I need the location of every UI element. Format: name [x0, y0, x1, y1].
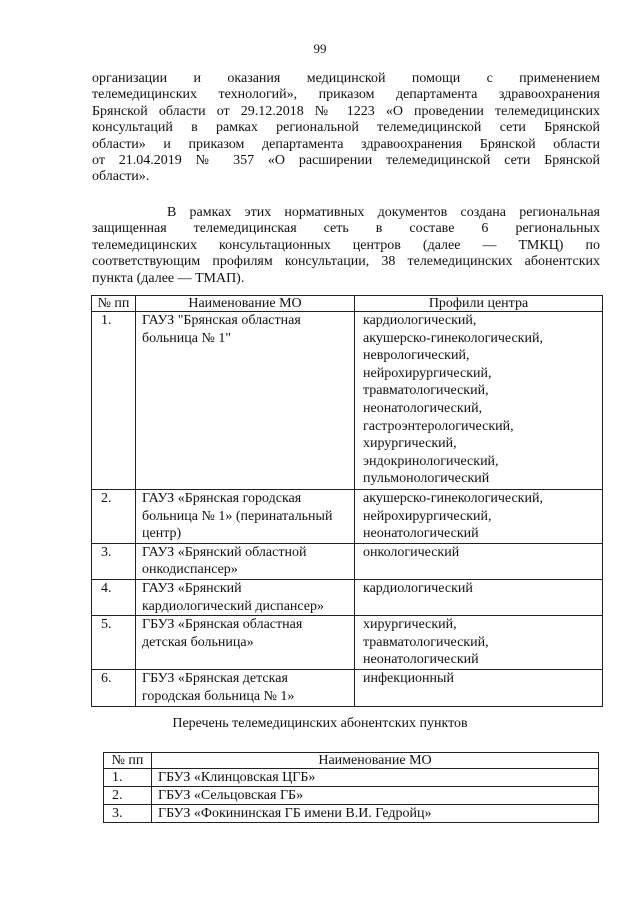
paragraph-line: организации и оказания медицинской помощи с применением — [92, 71, 600, 86]
paragraph-line: от 21.04.2019 № 357 «О расширении телемедицинской сети Брянской — [92, 153, 600, 169]
paragraph-1 — [92, 71, 600, 186]
organization-name-cell: ГБУЗ «Сельцовская ГБ» — [152, 787, 599, 805]
organization-name-line: онкодиспансер» — [142, 562, 238, 578]
organization-name-line: ГАУЗ «Брянский — [142, 580, 242, 596]
points-table — [103, 752, 599, 823]
table-row — [104, 805, 599, 823]
row-number: 5. — [92, 616, 136, 670]
profile-line: акушерско-гинекологический, — [363, 491, 543, 506]
organization-name-line: ГБУЗ «Брянская областная — [142, 617, 303, 633]
column-header: № пп — [92, 296, 136, 312]
profile-line: нейрохирургический, — [363, 508, 492, 524]
row-number: 3. — [104, 805, 152, 823]
profile-line: онкологический — [363, 544, 460, 560]
column-header: № пп — [104, 753, 152, 769]
points-heading: Перечень телемедицинских абонентских пунктов — [172, 716, 468, 731]
column-header: Профили центра — [355, 296, 603, 312]
centers-table-body — [92, 312, 603, 707]
profile-line: травматологический, — [363, 383, 489, 399]
organization-name-cell — [136, 616, 355, 670]
profile-line: хирургический, — [363, 617, 457, 633]
organization-name-line: больница № 1» (перинатальный — [142, 508, 333, 524]
row-number: 3. — [92, 543, 136, 579]
profile-line: кардиологический, — [363, 313, 477, 328]
profile-line: неонатологический — [363, 652, 479, 668]
table-row — [92, 669, 603, 706]
profile-line: хирургический, — [363, 436, 457, 452]
paragraph-line: телемедицинских технологий», приказом департамента здравоохранения — [92, 87, 600, 103]
organization-name-line: ГАУЗ «Брянский областной — [142, 544, 307, 560]
organization-name-line: больница № 1" — [142, 330, 232, 346]
table-row — [92, 616, 603, 670]
organization-name-cell: ГБУЗ «Фокининская ГБ имени В.И. Гедройц» — [152, 805, 599, 823]
organization-name-cell — [136, 312, 355, 490]
profiles-cell — [355, 312, 603, 490]
table-row — [104, 787, 599, 805]
profile-line: неонатологический — [363, 526, 479, 542]
paragraph-line: телемедицинских консультационных центров (далее — ТМКЦ) по — [92, 237, 600, 253]
profile-line: нейрохирургический, — [363, 365, 492, 381]
profile-line: инфекционный — [363, 670, 454, 686]
table-row — [92, 312, 603, 490]
row-number: 1. — [92, 312, 136, 490]
paragraph-line: Брянской области от 29.12.2018 № 1223 «О проведении телемедицинских — [92, 103, 600, 119]
table-row — [92, 490, 603, 544]
row-number: 2. — [92, 490, 136, 544]
row-number: 1. — [104, 769, 152, 787]
profile-line: гастроэнтерологический, — [363, 418, 514, 434]
organization-name-cell — [136, 490, 355, 544]
paragraph-line: В рамках этих нормативных документов создана региональная — [167, 205, 600, 220]
points-table-body — [104, 769, 599, 823]
row-number: 4. — [92, 579, 136, 615]
column-header: Наименование МО — [136, 296, 355, 312]
organization-name-line: ГБУЗ «Брянская детская — [142, 670, 288, 686]
organization-name-cell — [136, 543, 355, 579]
profile-line: неонатологический, — [363, 400, 483, 416]
table-header-row — [104, 753, 599, 769]
profile-line: эндокринологический, — [363, 453, 499, 469]
paragraph-2 — [92, 205, 600, 287]
organization-name-cell — [136, 579, 355, 615]
profile-line: пульмонологический — [363, 471, 490, 487]
table-row — [104, 769, 599, 787]
paragraph-line: соответствующим профилям консультации, 38 телемедицинских абонентских — [92, 254, 600, 270]
profile-line: кардиологический — [363, 580, 473, 596]
organization-name-line: центр) — [142, 526, 182, 542]
page-number: 99 — [313, 41, 327, 56]
paragraph-line: области» и приказом департамента здравоохранения Брянской области — [92, 136, 600, 152]
paragraph-line: пункта (далее — ТМАП). — [92, 270, 245, 286]
profiles-cell — [355, 669, 603, 706]
profile-line: неврологический, — [363, 348, 470, 364]
column-header: Наименование МО — [152, 753, 599, 769]
paragraph-line: консультаций в рамках региональной телемедицинской сети Брянской — [92, 120, 600, 136]
table-row — [92, 579, 603, 615]
profile-line: травматологический, — [363, 634, 489, 650]
organization-name-line: ГАУЗ "Брянская областная — [142, 313, 301, 328]
organization-name-line: ГАУЗ «Брянская городская — [142, 491, 302, 506]
organization-name-line: городская больница № 1» — [142, 688, 295, 704]
profiles-cell — [355, 616, 603, 670]
profiles-cell — [355, 543, 603, 579]
table-header-row — [92, 296, 603, 312]
paragraph-line: защищенная телемедицинская сеть в составе 6 региональных — [92, 221, 600, 237]
organization-name-line: кардиологический диспансер» — [142, 598, 324, 614]
organization-name-cell — [136, 669, 355, 706]
profiles-cell — [355, 490, 603, 544]
organization-name-cell: ГБУЗ «Клинцовская ЦГБ» — [152, 769, 599, 787]
organization-name-line: детская больница» — [142, 634, 254, 650]
table-row — [92, 543, 603, 579]
profile-line: акушерско-гинекологический, — [363, 330, 543, 346]
profiles-cell — [355, 579, 603, 615]
row-number: 2. — [104, 787, 152, 805]
centers-table — [91, 295, 603, 707]
paragraph-line: области». — [92, 169, 150, 185]
row-number: 6. — [92, 669, 136, 706]
